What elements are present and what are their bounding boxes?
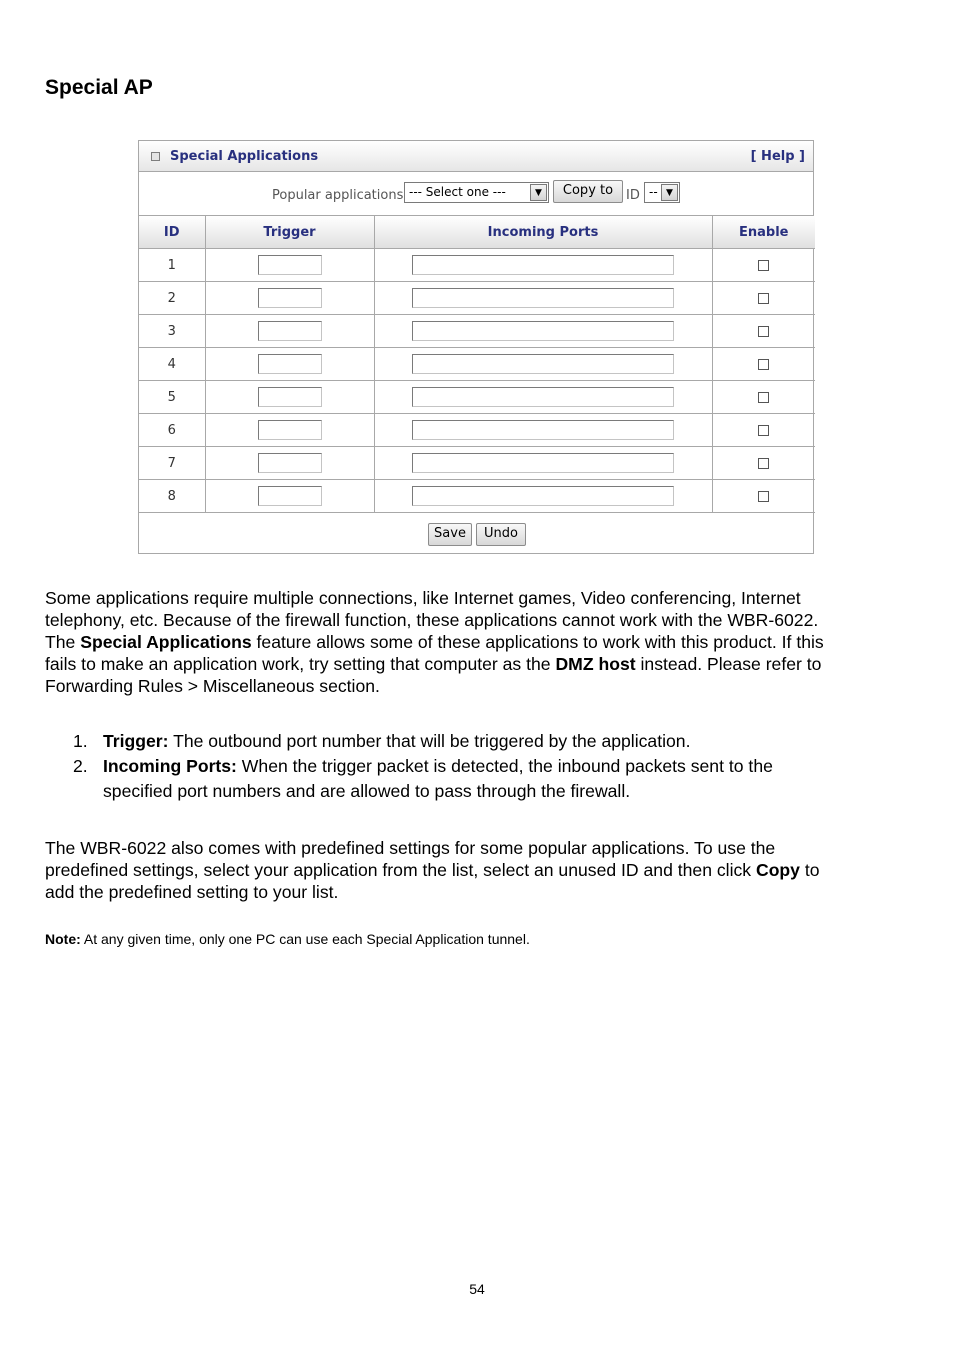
enable-cell <box>712 315 815 348</box>
enable-checkbox[interactable] <box>758 491 769 502</box>
text-line: The WBR-6022 also comes with predefined settings for some popular applications. To use the <box>45 838 776 858</box>
table-row <box>139 249 815 282</box>
trigger-input[interactable] <box>258 420 322 440</box>
row-id: 6 <box>139 414 205 447</box>
enable-cell <box>712 348 815 381</box>
table-row <box>139 447 815 480</box>
table-row <box>139 348 815 381</box>
enable-checkbox[interactable] <box>758 359 769 370</box>
list-text: The outbound port number that will be triggered by the application. <box>168 731 691 751</box>
column-header-enable: Enable <box>712 216 815 249</box>
popular-applications-row <box>139 172 813 216</box>
incoming-ports-input[interactable] <box>412 420 674 440</box>
row-id: 4 <box>139 348 205 381</box>
list-number: 2. <box>73 756 88 776</box>
incoming-ports-input[interactable] <box>412 288 674 308</box>
help-link[interactable]: [ Help ] <box>750 149 805 164</box>
trigger-input[interactable] <box>258 387 322 407</box>
text-span: instead. Please refer to <box>635 654 822 674</box>
column-header-id: ID <box>139 216 205 249</box>
bold-term: DMZ host <box>555 654 636 674</box>
incoming-ports-cell <box>374 447 712 480</box>
id-label: ID <box>626 188 640 203</box>
row-id: 2 <box>139 282 205 315</box>
list-term: Incoming Ports: <box>103 756 237 776</box>
id-select-value: -- <box>649 185 658 199</box>
trigger-input[interactable] <box>258 354 322 374</box>
special-applications-panel <box>138 140 814 554</box>
incoming-ports-cell <box>374 414 712 447</box>
table-row <box>139 315 815 348</box>
incoming-ports-input[interactable] <box>412 255 674 275</box>
list-text: When the trigger packet is detected, the inbound packets sent to the <box>236 756 773 776</box>
incoming-ports-input[interactable] <box>412 321 674 341</box>
save-button[interactable]: Save <box>428 523 472 546</box>
incoming-ports-cell <box>374 480 712 513</box>
bold-term: Special Applications <box>80 632 252 652</box>
dropdown-arrow-icon[interactable]: ▼ <box>661 184 678 201</box>
table-row <box>139 381 815 414</box>
text-line: Some applications require multiple connections, like Internet games, Video conferencing, Internet <box>45 588 801 608</box>
text-line: Forwarding Rules > Miscellaneous section. <box>45 676 380 696</box>
incoming-ports-input[interactable] <box>412 387 674 407</box>
text-line: add the predefined setting to your list. <box>45 882 339 902</box>
popular-applications-label: Popular applications <box>272 188 404 203</box>
row-id: 5 <box>139 381 205 414</box>
text-span: predefined settings, select your application from the list, select an unused ID and then click <box>45 860 756 880</box>
list-item <box>45 729 915 754</box>
incoming-ports-input[interactable] <box>412 453 674 473</box>
enable-cell <box>712 414 815 447</box>
row-id: 7 <box>139 447 205 480</box>
trigger-cell <box>205 480 374 513</box>
list-term: Trigger: <box>103 731 169 751</box>
special-applications-table <box>139 216 815 513</box>
dropdown-arrow-icon[interactable]: ▼ <box>530 184 547 201</box>
enable-cell <box>712 381 815 414</box>
trigger-input[interactable] <box>258 321 322 341</box>
bold-term: Copy <box>755 860 800 880</box>
predefined-paragraph <box>45 837 915 903</box>
text-span: to <box>799 860 820 880</box>
trigger-input[interactable] <box>258 486 322 506</box>
table-row <box>139 480 815 513</box>
trigger-cell <box>205 348 374 381</box>
enable-checkbox[interactable] <box>758 458 769 469</box>
button-row <box>139 513 813 555</box>
note-label: Note: <box>45 931 81 947</box>
note-text: At any given time, only one PC can use each Special Application tunnel. <box>80 931 530 947</box>
table-body <box>139 249 815 513</box>
incoming-ports-input[interactable] <box>412 354 674 374</box>
list-item <box>45 754 915 804</box>
enable-checkbox[interactable] <box>758 392 769 403</box>
panel-title-bar <box>139 141 813 172</box>
trigger-cell <box>205 315 374 348</box>
table-header-row <box>139 216 815 249</box>
panel-title: Special Applications <box>170 149 319 164</box>
incoming-ports-cell <box>374 381 712 414</box>
bullet-icon <box>151 152 160 161</box>
incoming-ports-cell <box>374 282 712 315</box>
intro-paragraph <box>45 587 915 697</box>
column-header-trigger: Trigger <box>205 216 374 249</box>
enable-checkbox[interactable] <box>758 326 769 337</box>
incoming-ports-cell <box>374 249 712 282</box>
copy-to-button[interactable]: Copy to <box>553 180 623 203</box>
field-list <box>45 729 915 804</box>
text-line: telephony, etc. Because of the firewall function, these applications cannot work with the WBR-6022. <box>45 610 819 630</box>
text-line <box>45 653 915 675</box>
enable-checkbox[interactable] <box>758 293 769 304</box>
page-heading: Special AP <box>45 76 153 99</box>
page-number: 54 <box>469 1281 485 1297</box>
trigger-cell <box>205 249 374 282</box>
trigger-cell <box>205 282 374 315</box>
text-line <box>45 631 915 653</box>
enable-cell <box>712 447 815 480</box>
id-select[interactable] <box>644 182 680 203</box>
popular-applications-value: --- Select one --- <box>409 185 506 199</box>
trigger-input[interactable] <box>258 288 322 308</box>
text-span: feature allows some of these applications to work with this product. If this <box>251 632 824 652</box>
list-text-continued: specified port numbers and are allowed to pass through the firewall. <box>103 781 631 801</box>
text-span: The <box>45 632 81 652</box>
incoming-ports-cell <box>374 315 712 348</box>
trigger-input[interactable] <box>258 453 322 473</box>
enable-cell <box>712 282 815 315</box>
incoming-ports-cell <box>374 348 712 381</box>
list-number: 1. <box>73 731 88 751</box>
enable-cell <box>712 480 815 513</box>
undo-button[interactable]: Undo <box>476 523 526 546</box>
row-id: 8 <box>139 480 205 513</box>
text-span: fails to make an application work, try setting that computer as the <box>45 654 556 674</box>
trigger-cell <box>205 414 374 447</box>
trigger-input[interactable] <box>258 255 322 275</box>
column-header-incoming-ports: Incoming Ports <box>374 216 712 249</box>
popular-applications-select[interactable] <box>404 182 549 203</box>
text-line <box>45 859 915 881</box>
trigger-cell <box>205 381 374 414</box>
row-id: 1 <box>139 249 205 282</box>
enable-cell <box>712 249 815 282</box>
row-id: 3 <box>139 315 205 348</box>
note <box>45 931 530 947</box>
trigger-cell <box>205 447 374 480</box>
incoming-ports-input[interactable] <box>412 486 674 506</box>
table-row <box>139 414 815 447</box>
table-row <box>139 282 815 315</box>
enable-checkbox[interactable] <box>758 260 769 271</box>
enable-checkbox[interactable] <box>758 425 769 436</box>
